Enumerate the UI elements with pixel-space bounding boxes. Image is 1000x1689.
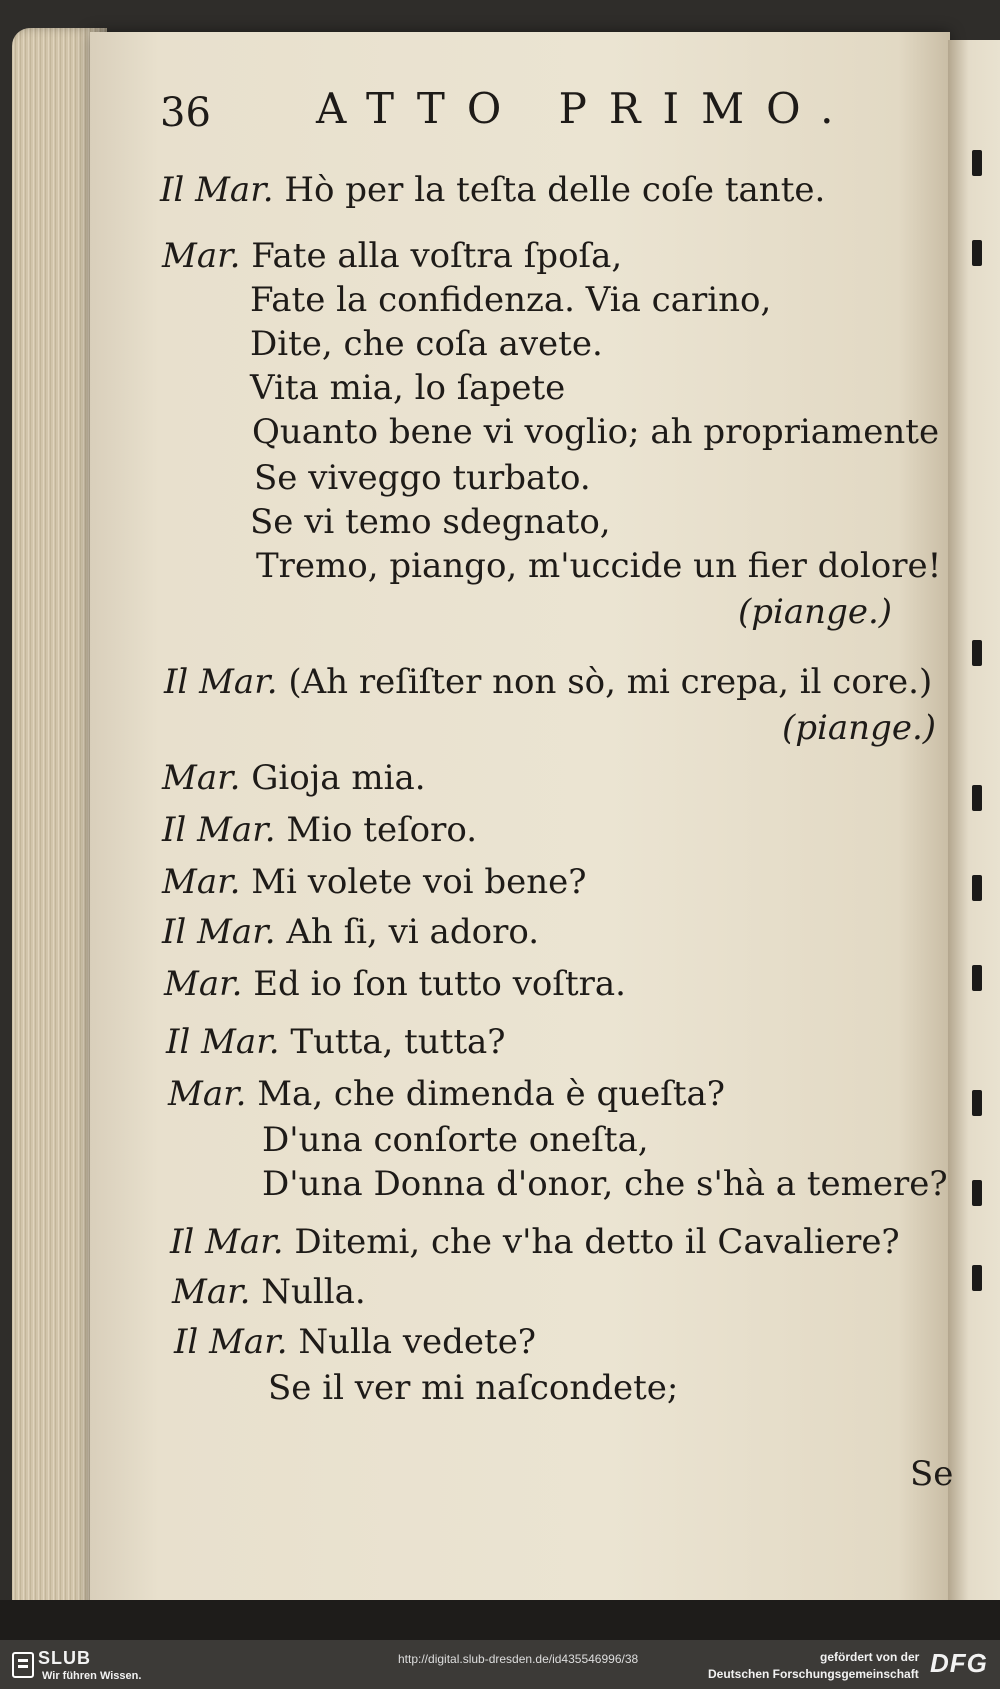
line-text: Ditemi, che v'ha detto il Cavaliere? [283, 1222, 900, 1262]
dialogue-line [164, 964, 626, 1004]
permalink-url[interactable]: http://digital.slub-dresden.de/id435546996/38 [398, 1652, 639, 1666]
facing-page-mark [972, 1090, 982, 1116]
verse-line [268, 1368, 678, 1408]
verse-line [262, 1164, 948, 1204]
line-text: Se vi temo sdegnato, [250, 502, 611, 542]
verse-line [252, 412, 939, 452]
dialogue-line [162, 912, 539, 952]
line-text: Gioja mia. [240, 758, 426, 798]
facing-page-mark [972, 240, 982, 266]
page-header [160, 84, 890, 144]
dfg-logo[interactable]: DFG [930, 1648, 988, 1678]
verse-line [250, 280, 771, 320]
speaker-name: Il Mar. [166, 1022, 280, 1062]
dialogue-line [162, 758, 426, 798]
line-text: Vita mia, lo ſapete [250, 368, 566, 408]
stage-direction [782, 708, 936, 748]
line-text: Tutta, tutta? [279, 1022, 506, 1062]
facing-page-marks [972, 0, 1000, 1640]
page-number: 36 [160, 90, 211, 136]
line-text: Ed io ſon tutto voſtra. [242, 964, 626, 1004]
dialogue-line [164, 662, 932, 702]
slub-logo-name[interactable]: SLUB [38, 1648, 91, 1668]
facing-page-mark [972, 150, 982, 176]
facing-page-mark [972, 875, 982, 901]
speaker-name: Il Mar. [164, 662, 278, 702]
speaker-name: Mar. [168, 1074, 247, 1114]
speaker-name: Il Mar. [170, 1222, 284, 1262]
line-text: Hò per la teſta delle coſe tante. [273, 170, 826, 210]
speaker-name: Il Mar. [160, 170, 274, 210]
line-text: (piange.) [782, 708, 937, 748]
speaker-name: Il Mar. [174, 1322, 288, 1362]
line-text: Nulla. [250, 1272, 366, 1312]
page-text [90, 32, 954, 1620]
speaker-name: Il Mar. [162, 810, 276, 850]
verse-line [250, 368, 565, 408]
dialogue-line [162, 862, 586, 902]
dialogue-line [172, 1272, 366, 1312]
speaker-name: Mar. [172, 1272, 251, 1312]
speaker-name: Il Mar. [162, 912, 276, 952]
line-text: D'una Donna d'onor, che s'hà a temere? [262, 1164, 948, 1204]
verse-line [262, 1120, 649, 1160]
verse-line [250, 324, 603, 364]
speaker-name: Mar. [162, 862, 241, 902]
line-text: Mi volete voi bene? [240, 862, 587, 902]
funding-note-line1: gefördert von der [820, 1650, 920, 1664]
catchword: Se [910, 1454, 954, 1494]
line-text: Ma, che dimenda è queſta? [246, 1074, 725, 1114]
facing-page-mark [972, 965, 982, 991]
line-text: Mio teſoro. [275, 810, 478, 850]
running-head: ATTO PRIMO. [316, 84, 856, 133]
facing-page-mark [972, 785, 982, 811]
speaker-name: Mar. [162, 236, 241, 276]
dialogue-line [166, 1022, 506, 1062]
slub-logo-tagline: Wir führen Wissen. [42, 1670, 142, 1682]
dialogue-line [162, 236, 622, 276]
line-text: Fate la confidenza. Via carino, [250, 280, 772, 320]
line-text: Se viveggo turbato. [254, 458, 591, 498]
line-text: Quanto bene vi voglio; ah propriamente [252, 412, 940, 452]
speaker-name: Mar. [162, 758, 241, 798]
dialogue-line [170, 1222, 900, 1262]
funding-note-line2: Deutschen Forschungsgemeinschaft [708, 1667, 919, 1681]
line-text: D'una conſorte oneſta, [262, 1120, 649, 1160]
line-text: Tremo, piango, m'uccide un fier dolore! [256, 546, 942, 586]
viewer-footer [0, 1640, 1000, 1689]
facing-page-mark [972, 1265, 982, 1291]
line-text: Ah ſi, vi adoro. [275, 912, 539, 952]
line-text: Fate alla voſtra ſpoſa, [240, 236, 623, 276]
line-text: (Ah reſiſter non sò, mi crepa, il core.) [277, 662, 933, 702]
line-text: (piange.) [738, 592, 893, 632]
verse-line [250, 502, 611, 542]
facing-page-mark [972, 640, 982, 666]
line-text: Se il ver mi naſcondete; [268, 1368, 679, 1408]
stage-direction [738, 592, 892, 632]
dialogue-line [162, 810, 477, 850]
line-text: Dite, che coſa avete. [250, 324, 603, 364]
verse-line [256, 546, 941, 586]
dialogue-line [168, 1074, 725, 1114]
line-text: Nulla vedete? [287, 1322, 537, 1362]
dialogue-line [160, 170, 825, 210]
slub-logo-icon [12, 1652, 34, 1678]
speaker-name: Mar. [164, 964, 243, 1004]
dialogue-line [174, 1322, 536, 1362]
verse-line [254, 458, 591, 498]
facing-page-mark [972, 1180, 982, 1206]
